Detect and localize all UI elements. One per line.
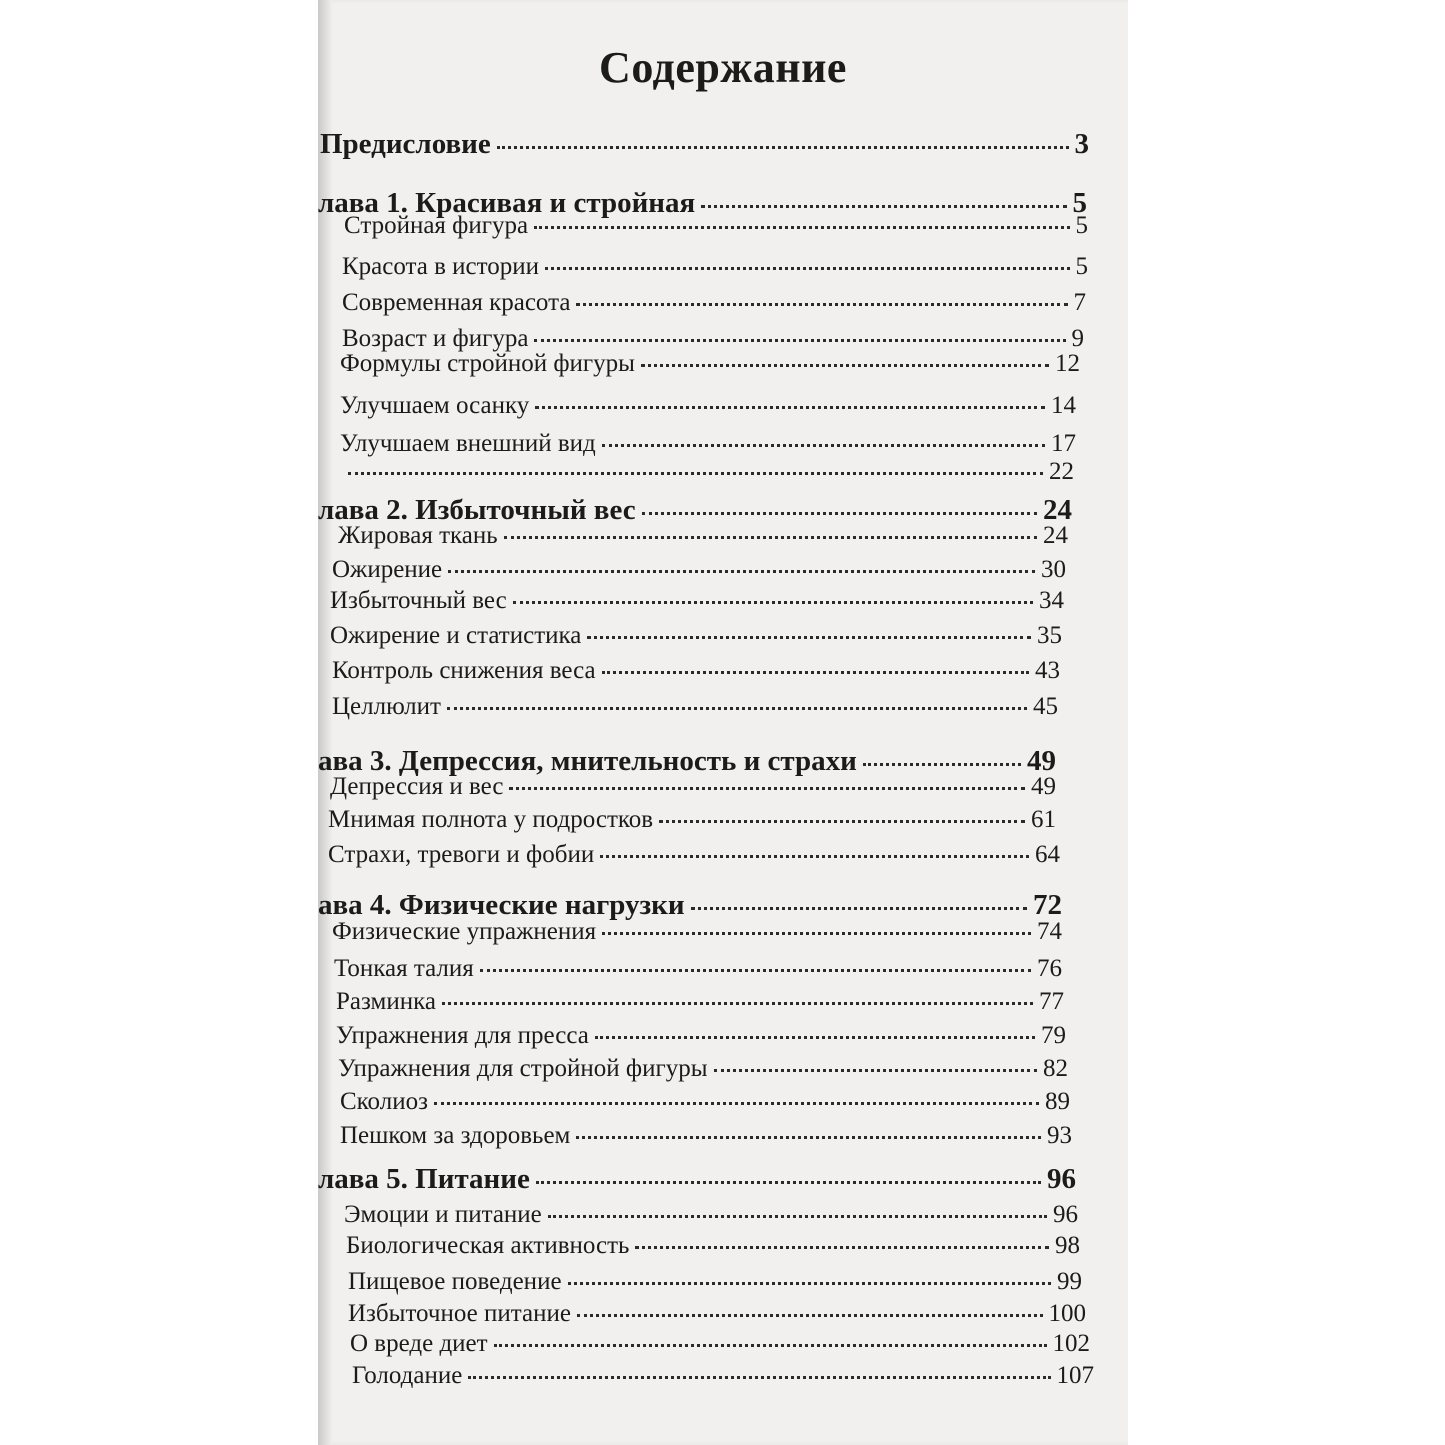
dot-leader: [534, 222, 1069, 229]
toc-page-number: 24: [1043, 494, 1072, 526]
dot-leader: [714, 1065, 1037, 1072]
toc-page-number: 79: [1041, 1022, 1066, 1049]
toc-chapter-entry: [320, 128, 1089, 161]
dot-leader: [576, 299, 1067, 306]
dot-leader: [701, 201, 1066, 208]
toc-page-number: 35: [1037, 622, 1062, 649]
toc-section-entry: [330, 587, 1064, 615]
dot-leader: [691, 903, 1027, 910]
toc-entry-title: Целлюлит: [332, 693, 441, 720]
toc-entry-title: Пищевое поведение: [348, 1268, 562, 1295]
dot-leader: [535, 402, 1045, 409]
toc-page-number: 22: [1049, 458, 1074, 485]
dot-leader: [659, 816, 1025, 823]
dot-leader: [545, 263, 1070, 270]
dot-leader: [602, 667, 1029, 674]
dot-leader: [513, 597, 1033, 604]
dot-leader: [536, 1177, 1041, 1184]
dot-leader: [602, 440, 1045, 447]
toc-page-number: 49: [1031, 773, 1056, 800]
toc-section-entry: [332, 918, 1062, 946]
dot-leader: [568, 1278, 1051, 1285]
toc-page-number: 74: [1037, 918, 1062, 945]
toc-section-entry: [328, 806, 1056, 834]
toc-chapter-entry: [318, 1163, 1076, 1196]
toc-page-number: 7: [1073, 289, 1086, 316]
toc-entry-title: Избыточное питание: [348, 1300, 571, 1327]
toc-page-number: 45: [1033, 693, 1058, 720]
toc-page-number: 107: [1056, 1362, 1094, 1389]
toc-entry-title: Красота в истории: [342, 253, 539, 280]
toc-section-entry: [330, 622, 1062, 650]
toc-entry-title: Сколиоз: [340, 1088, 428, 1115]
toc-page-number: 77: [1039, 988, 1064, 1015]
dot-leader: [863, 759, 1021, 766]
dot-leader: [587, 632, 1031, 639]
toc-entry-title: лава 5. Питание: [318, 1163, 530, 1195]
toc-page-number: 99: [1057, 1268, 1082, 1295]
toc-entry-title: Физические упражнения: [332, 918, 597, 945]
toc-page-number: 5: [1075, 253, 1088, 280]
toc-entry-title: Биологическая активность: [346, 1232, 630, 1259]
toc-page-number: 34: [1039, 587, 1064, 614]
toc-entry-title: О вреде диет: [350, 1330, 488, 1357]
toc-entry-title: Депрессия и вес: [330, 773, 504, 800]
toc-entry-title: Ожирение и статистика: [330, 622, 582, 649]
toc-entry-title: Избыточный вес: [330, 587, 507, 614]
toc-section-entry: [344, 1201, 1078, 1229]
dot-leader: [595, 1032, 1035, 1039]
toc-entry-title: лава 2. Избыточный вес: [318, 494, 636, 526]
toc-entry-title: Упражнения для стройной фигуры: [338, 1055, 708, 1082]
toc-section-entry: [342, 253, 1088, 281]
toc-entry-title: Ожирение: [332, 556, 443, 583]
toc-page-number: 102: [1052, 1330, 1090, 1357]
toc-page-number: 61: [1031, 806, 1056, 833]
toc-section-entry: [342, 289, 1086, 317]
toc-page-number: 9: [1071, 325, 1084, 352]
toc-entry-title: Улучшаем осанку: [340, 392, 530, 419]
toc-entry-title: Улучшаем внешний вид: [340, 430, 596, 457]
toc-entry-title: лава 1. Красивая и стройная: [318, 187, 696, 219]
table-of-contents: [318, 0, 1128, 1445]
toc-page-number: 43: [1035, 657, 1060, 684]
toc-page-number: 98: [1055, 1232, 1080, 1259]
toc-page-number: 5: [1072, 187, 1087, 219]
dot-leader: [348, 468, 1043, 475]
toc-page-number: 89: [1045, 1088, 1070, 1115]
dot-leader: [548, 1211, 1047, 1218]
toc-section-entry: [330, 773, 1056, 801]
dot-leader: [497, 142, 1069, 149]
toc-section-entry: [336, 1022, 1066, 1050]
toc-section-entry: [340, 1088, 1070, 1116]
toc-entry-title: Предисловие: [320, 128, 491, 160]
toc-section-entry: [340, 350, 1080, 378]
toc-entry-title: Жировая ткань: [338, 522, 498, 549]
toc-section-entry: [348, 1268, 1082, 1296]
toc-section-entry: [334, 955, 1062, 983]
toc-entry-title: ава 3. Депрессия, мнительность и страхи: [318, 745, 857, 777]
toc-page-number: 82: [1043, 1055, 1068, 1082]
toc-section-entry: [328, 841, 1060, 869]
toc-section-entry: [350, 1330, 1090, 1358]
toc-section-entry: [352, 1362, 1094, 1390]
toc-entry-title: Эмоции и питание: [344, 1201, 542, 1228]
dot-leader: [442, 998, 1033, 1005]
toc-page-number: 49: [1027, 745, 1056, 777]
dot-leader: [434, 1098, 1039, 1105]
dot-leader: [600, 851, 1029, 858]
toc-page-number: 96: [1047, 1163, 1076, 1195]
toc-entry-title: Тонкая талия: [334, 955, 474, 982]
toc-page-number: 30: [1041, 556, 1066, 583]
toc-section-entry: [340, 1122, 1072, 1150]
dot-leader: [447, 703, 1027, 710]
toc-section-entry: [336, 988, 1064, 1016]
toc-page-number: 12: [1055, 350, 1080, 377]
toc-page-number: 100: [1048, 1300, 1086, 1327]
dot-leader: [576, 1132, 1041, 1139]
dot-leader: [448, 566, 1035, 573]
toc-page-number: 14: [1051, 392, 1076, 419]
toc-section-entry: [340, 392, 1076, 420]
dot-leader: [534, 335, 1065, 342]
dot-leader: [577, 1310, 1043, 1317]
toc-entry-title: Упражнения для пресса: [336, 1022, 589, 1049]
dot-leader: [602, 928, 1031, 935]
toc-page-number: 93: [1047, 1122, 1072, 1149]
page-title: Содержание: [599, 43, 847, 92]
toc-entry-title: Голодание: [352, 1362, 463, 1389]
toc-entry-title: Возраст и фигура: [342, 325, 529, 352]
toc-section-entry: [344, 212, 1088, 240]
dot-leader: [635, 1242, 1049, 1249]
toc-page-number: 64: [1035, 841, 1060, 868]
dot-leader: [468, 1372, 1050, 1379]
dot-leader: [641, 360, 1049, 367]
dot-leader: [494, 1340, 1047, 1347]
book-page: [318, 0, 1128, 1445]
toc-section-entry: [332, 556, 1066, 584]
dot-leader: [504, 532, 1037, 539]
toc-entry-title: Современная красота: [342, 289, 571, 316]
toc-section-entry: [342, 325, 1084, 353]
toc-entry-title: ава 4. Физические нагрузки: [318, 889, 685, 921]
toc-section-entry: [348, 1300, 1086, 1328]
toc-section-entry: [342, 458, 1074, 486]
toc-section-entry: [332, 693, 1058, 721]
toc-entry-title: Мнимая полнота у подростков: [328, 806, 654, 833]
toc-section-entry: [346, 1232, 1080, 1260]
toc-entry-title: Контроль снижения веса: [332, 657, 596, 684]
dot-leader: [642, 508, 1037, 515]
toc-entry-title: Разминка: [336, 988, 436, 1015]
toc-section-entry: [340, 430, 1076, 458]
toc-page-number: 3: [1074, 128, 1089, 160]
toc-page-number: 76: [1037, 955, 1062, 982]
toc-section-entry: [332, 657, 1060, 685]
toc-entry-title: Формулы стройной фигуры: [340, 350, 635, 377]
toc-entry-title: Страхи, тревоги и фобии: [328, 841, 595, 868]
toc-section-entry: [338, 1055, 1068, 1083]
toc-page-number: 5: [1075, 212, 1088, 239]
dot-leader: [480, 965, 1031, 972]
toc-page-number: 96: [1053, 1201, 1078, 1228]
toc-page-number: 72: [1033, 889, 1062, 921]
toc-page-number: 24: [1043, 522, 1068, 549]
toc-page-number: 17: [1051, 430, 1076, 457]
toc-section-entry: [338, 522, 1068, 550]
toc-entry-title: Пешком за здоровьем: [340, 1122, 571, 1149]
dot-leader: [509, 783, 1025, 790]
toc-entry-title: Стройная фигура: [344, 212, 529, 239]
